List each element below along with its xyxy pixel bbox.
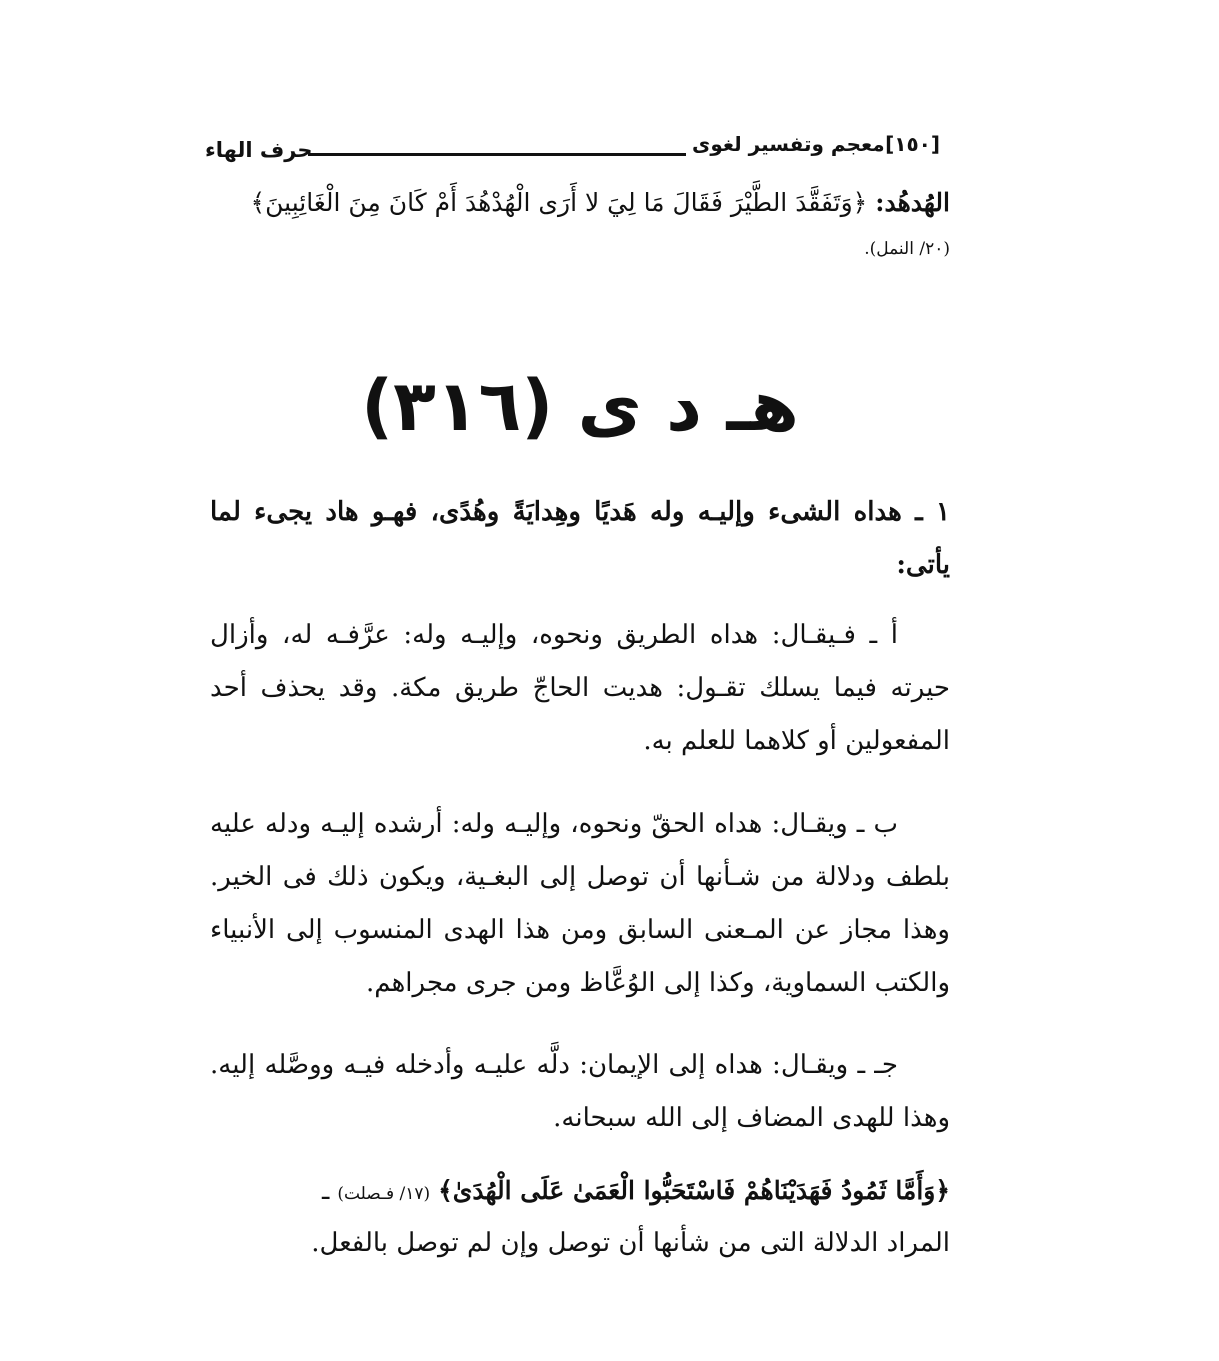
sense-a-paragraph: أ ـ فـيقـال: هداه الطريق ونحوه، وإليـه وله: عرَّفـه له، وأزال حيرته فيما يسلك تقـول: هديت الحاجّ طريق مكة. وقد يحذف أحد المفعولين أو كلاهما للعلم به.	[210, 620, 950, 756]
previous-entry-reference: (٢٠/ النمل).	[864, 239, 950, 259]
conclusion-paragraph: المراد الدلالة التى من شأنها أن توصل وإن لم توصل بالفعل.	[311, 1228, 950, 1258]
book-title: معجم وتفسير لغوى	[692, 132, 885, 156]
quran-dash: ـ	[322, 1176, 330, 1205]
running-header	[205, 128, 940, 168]
previous-entry-word: الهُدهُد:	[875, 188, 950, 217]
sense-c	[210, 1039, 950, 1145]
quran-citation	[210, 1164, 950, 1270]
section-title: حرف الهاء	[205, 138, 313, 162]
page-number: [١٥٠]	[885, 132, 940, 156]
previous-entry	[210, 176, 950, 269]
sense-b	[210, 798, 950, 1010]
intro-paragraph: ١ ـ هداه الشىء وإليـه وله هَديًا وهِدايَةً وهُدًى، فهـو هاد يجىء لما يأتى:	[210, 497, 950, 580]
previous-entry-line	[210, 176, 950, 229]
quran-citation-line	[210, 1164, 950, 1217]
previous-entry-quote: ﴿وَتَفَقَّدَ الطَّيْرَ فَقَالَ مَا لِيَ لا أَرَى الْهُدْهُدَ أَمْ كَانَ مِنَ الْغَائِبِينَ﴾	[250, 188, 868, 217]
sense-b-paragraph: ب ـ ويقـال: هداه الحقّ ونحوه، وإليـه وله: أرشده إليـه ودله عليه بلطف ودلالة من شـأنها أن توصل إلى البغـية، ويكون ذلك فى الخير. وهذا مجاز عن المـعنى السابق ومن هذا الهدى المنسوب إلى الأنبياء والكتب السماوية، وكذا إلى الوُعَّاظ ومن جرى مجراهم.	[210, 809, 950, 998]
entry-heading: هـ د ى (٣١٦)	[361, 365, 799, 447]
sense-a	[210, 609, 950, 768]
header-rule	[308, 153, 686, 156]
quran-reference: (١٧/ فـصلت)	[337, 1184, 431, 1204]
entry-intro	[210, 486, 950, 592]
sense-c-paragraph: جـ ـ ويقـال: هداه إلى الإيمان: دلَّه عليـه وأدخله فيـه ووصَّله إليه. وهذا للهدى المضاف إلى الله سبحانه.	[210, 1050, 950, 1133]
quran-quote: ﴿وَأَمَّا ثَمُودُ فَهَدَيْنَاهُمْ فَاسْتَحَبُّوا الْعَمَىٰ عَلَى الْهُدَىٰ﴾	[438, 1176, 950, 1205]
